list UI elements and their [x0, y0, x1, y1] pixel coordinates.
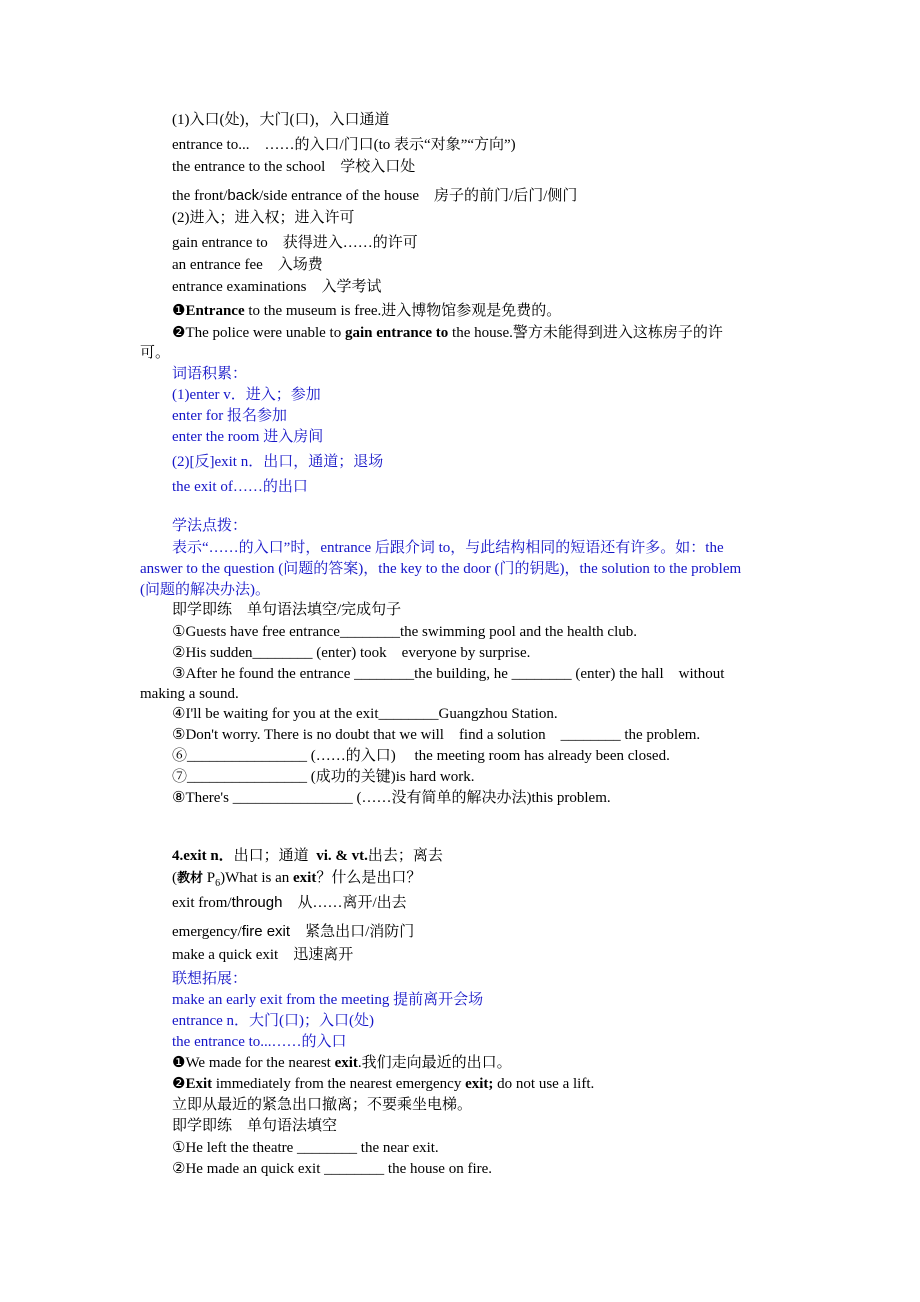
def-line-7: an entrance fee 入场费	[172, 257, 323, 273]
question-1: ①Guests have free entrance________the swimming pool and the health club.	[172, 624, 637, 640]
word-4-line-1-a: exit from/	[172, 895, 232, 911]
practice-2-question-2: ②He made an quick exit ________ the house on fire.	[172, 1161, 493, 1177]
word-4-src-sub: 6	[215, 878, 221, 889]
practice-2-question-1: ①He left the theatre ________ the near exit.	[172, 1140, 439, 1156]
practice-2-heading: 即学即练 单句语法填空	[172, 1118, 338, 1134]
word-4-example-2-marker: ❷	[172, 1076, 186, 1092]
tip-heading: 学法点拨：	[172, 518, 248, 534]
word-4-example-2-bold2: exit;	[465, 1076, 494, 1092]
word-4-heading	[172, 846, 443, 866]
word-4-src-e: ？什么是出口？	[316, 870, 422, 886]
vocab-line-3: enter the room 进入房间	[172, 429, 324, 445]
word-4-example-1-b: .我们走向最近的出口。	[357, 1055, 512, 1071]
word-4-line-2-a: emergency/	[172, 924, 242, 940]
word-4-src-textbook: 教材	[177, 870, 204, 885]
word-4-line-3: make a quick exit 迅速离开	[172, 947, 354, 963]
def-line-8: entrance examinations 入学考试	[172, 279, 382, 295]
question-3: ③After he found the entrance ________the building, he ________ (enter) the hall without	[172, 666, 725, 682]
example-1-rest: to the museum is free.进入博物馆参观是免费的。	[244, 303, 562, 319]
example-2-a: The police were unable to	[185, 325, 345, 341]
vocab-line-1: (1)enter v．进入；参加	[172, 387, 321, 403]
word-4-line-2-b: fire exit	[241, 923, 291, 940]
word-4-example-1-a: We made for the nearest	[185, 1055, 335, 1071]
word-4-line-2	[172, 922, 414, 942]
example-1	[172, 301, 561, 321]
example-2-b: the house.警方未能得到进入这栋房子的许	[448, 325, 723, 341]
question-4: ④I'll be waiting for you at the exit________Guangzhou Station.	[172, 706, 558, 722]
word-4-src-a: (	[172, 870, 177, 886]
practice-heading: 即学即练 单句语法填空/完成句子	[172, 602, 402, 618]
vocab-line-4: (2)[反]exit n．出口，通道；退场	[172, 454, 384, 470]
word-4-src-bold: exit	[293, 870, 317, 886]
example-1-bold: Entrance	[185, 303, 245, 319]
question-7: ⑦________________ (成功的关键)is hard work.	[172, 769, 475, 785]
def-line-4-a: the front/	[172, 188, 228, 204]
word-4-src-d: )What is an	[220, 870, 293, 886]
word-4-line-1-b: through	[231, 894, 283, 911]
word-4-example-2	[172, 1074, 594, 1094]
question-6: ⑥________________ (……的入口) the meeting room has already been closed.	[172, 748, 670, 764]
def-line-6: gain entrance to 获得进入……的许可	[172, 235, 418, 251]
def-line-4-c: /side entrance of the house 房子的前门/后门/侧门	[259, 188, 578, 204]
word-4-example-2-bold1: Exit	[185, 1076, 213, 1092]
example-2	[172, 323, 723, 343]
word-4-example-1-bold: exit	[334, 1055, 358, 1071]
word-4-example-2-translation: 立即从最近的紧急出口撤离；不要乘坐电梯。	[172, 1097, 473, 1113]
question-2: ②His sudden________ (enter) took everyone by surprise.	[172, 645, 531, 661]
word-4-line-1	[172, 893, 407, 913]
example-2-marker: ❷	[172, 325, 186, 341]
example-1-marker: ❶	[172, 303, 186, 319]
assoc-line-3: the entrance to...……的入口	[172, 1034, 347, 1050]
question-8: ⑧There's ________________ (……没有简单的解决办法)this problem.	[172, 790, 611, 806]
tip-line-1: 表示“……的入口”时，entrance 后跟介词 to，与此结构相同的短语还有许多。如：the	[172, 540, 724, 556]
word-4-example-1	[172, 1053, 512, 1073]
tip-line-3: (问题的解决办法)。	[140, 582, 270, 598]
vocab-line-5: the exit of……的出口	[172, 479, 308, 495]
word-4-example-2-b: do not use a lift.	[493, 1076, 595, 1092]
word-4-src-c: P	[203, 870, 216, 886]
example-2-cont: 可。	[140, 345, 171, 361]
word-4-line-2-c: 紧急出口/消防门	[290, 924, 415, 940]
word-4-line-1-c: 从……离开/出去	[282, 895, 407, 911]
word-4-head-c: vi. & vt.	[316, 848, 368, 864]
question-3-cont: making a sound.	[140, 686, 239, 702]
vocab-heading: 词语积累：	[172, 366, 248, 382]
assoc-line-1: make an early exit from the meeting 提前离开会场	[172, 992, 484, 1008]
word-4-source	[172, 868, 421, 894]
def-line-3: the entrance to the school 学校入口处	[172, 159, 416, 175]
assoc-heading: 联想拓展：	[172, 971, 248, 987]
def-line-1: (1)入口(处)，大门(口)，入口通道	[172, 112, 390, 128]
def-line-4	[172, 186, 577, 206]
word-4-example-1-marker: ❶	[172, 1055, 186, 1071]
question-5: ⑤Don't worry. There is no doubt that we will find a solution ________ the problem.	[172, 727, 701, 743]
word-4-head-d: 出去；离去	[367, 848, 443, 864]
word-4-head-a: 4.exit n．	[172, 848, 234, 864]
assoc-line-2: entrance n．大门(口)；入口(处)	[172, 1013, 375, 1029]
vocab-line-2: enter for 报名参加	[172, 408, 287, 424]
tip-line-2: answer to the question (问题的答案)，the key to the door (门的钥匙)，the solution to the problem	[140, 561, 742, 577]
def-line-4-b: back	[227, 187, 260, 204]
word-4-example-2-a: immediately from the nearest emergency	[212, 1076, 466, 1092]
def-line-2: entrance to... ……的入口/门口(to 表示“对象”“方向”)	[172, 137, 516, 153]
example-2-bold: gain entrance to	[344, 325, 449, 341]
def-line-5: (2)进入；进入权；进入许可	[172, 210, 355, 226]
word-4-head-b: 出口；通道	[233, 848, 309, 864]
